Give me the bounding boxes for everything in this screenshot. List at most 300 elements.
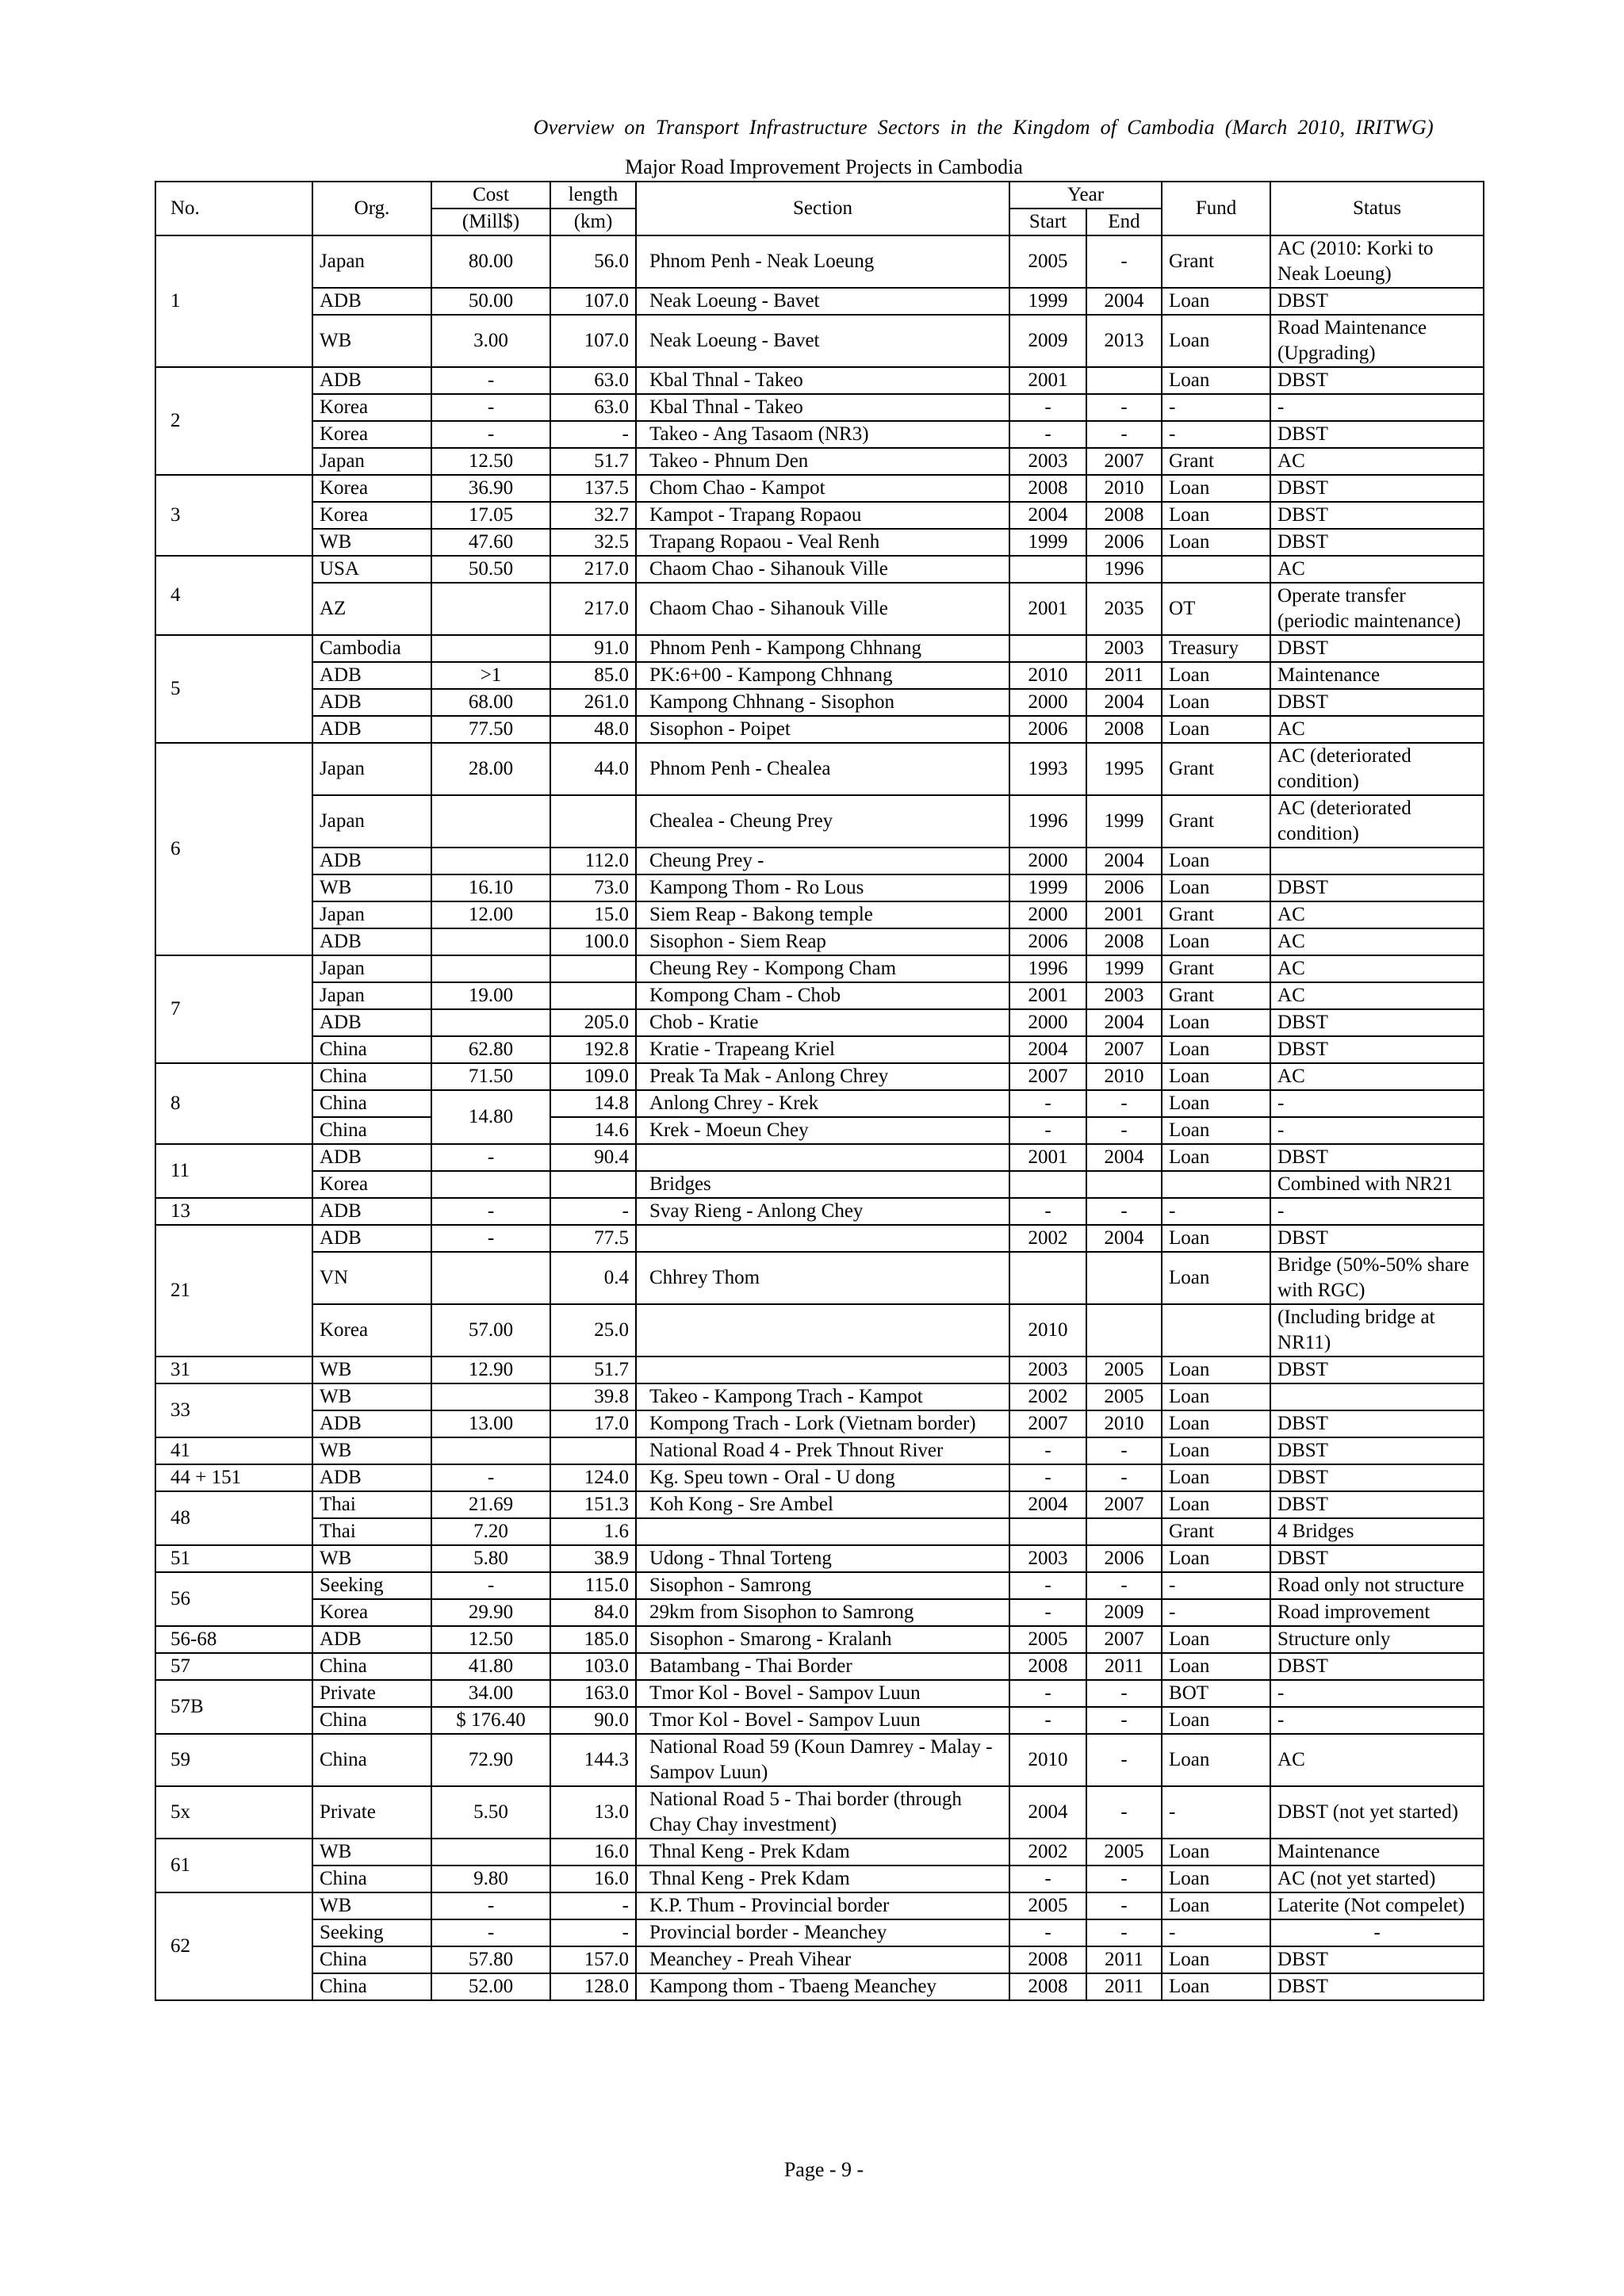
fund-cell: Grant [1162,743,1270,795]
length-cell: 38.9 [550,1545,636,1572]
cost-cell: 72.90 [431,1734,550,1786]
cost-cell: 36.90 [431,475,550,502]
length-cell: 44.0 [550,743,636,795]
cost-cell: 21.69 [431,1491,550,1518]
cost-cell: 12.90 [431,1357,550,1383]
length-cell: 48.0 [550,716,636,743]
fund-cell: - [1162,421,1270,448]
table-row [155,475,1484,502]
org-cell: Thai [312,1491,431,1518]
table-row [155,288,1484,315]
start-year-cell: 2000 [1009,1009,1086,1036]
status-cell: AC [1270,556,1484,583]
section-cell: Phnom Penh - Chealea [636,743,1009,795]
length-cell [550,1171,636,1198]
fund-cell: Grant [1162,955,1270,982]
road-number-cell: 61 [155,1839,312,1892]
length-cell: 128.0 [550,1973,636,2000]
org-cell: China [312,1036,431,1063]
table-row [155,1518,1484,1545]
org-cell: VN [312,1252,431,1304]
org-cell: Korea [312,1304,431,1357]
section-cell: Takeo - Phnum Den [636,448,1009,475]
fund-cell: Loan [1162,1036,1270,1063]
start-year-cell: 2000 [1009,901,1086,928]
end-year-cell: 1996 [1086,556,1162,583]
status-cell: DBST (not yet started) [1270,1786,1484,1839]
start-year-cell: - [1009,1707,1086,1734]
start-year-cell: - [1009,1866,1086,1892]
org-cell: ADB [312,367,431,394]
col-cost-header: Cost [431,182,550,209]
end-year-cell [1086,367,1162,394]
section-cell: Kampot - Trapang Ropaou [636,502,1009,529]
table-header [155,182,1484,235]
cost-cell: - [431,1225,550,1252]
org-cell: Thai [312,1518,431,1545]
org-cell: WB [312,1545,431,1572]
fund-cell: - [1162,1599,1270,1626]
cost-cell: 13.00 [431,1410,550,1437]
cost-cell [431,928,550,955]
end-year-cell: 2010 [1086,1063,1162,1090]
start-year-cell: 2008 [1009,1946,1086,1973]
table-row [155,1545,1484,1572]
table-row [155,1036,1484,1063]
road-number-cell: 11 [155,1144,312,1198]
end-year-cell [1086,1518,1162,1545]
cost-cell: 5.50 [431,1786,550,1839]
cost-cell: 29.90 [431,1599,550,1626]
status-cell: (Including bridge at NR11) [1270,1304,1484,1357]
table-row [155,315,1484,367]
fund-cell: Loan [1162,288,1270,315]
org-cell: USA [312,556,431,583]
fund-cell: Loan [1162,1545,1270,1572]
table-row [155,1626,1484,1653]
table-row [155,689,1484,716]
fund-cell: - [1162,1572,1270,1599]
end-year-cell: 2010 [1086,1410,1162,1437]
start-year-cell [1009,556,1086,583]
table-row [155,1734,1484,1786]
org-cell: WB [312,1383,431,1410]
end-year-cell: 2005 [1086,1383,1162,1410]
section-cell: Siem Reap - Bakong temple [636,901,1009,928]
col-org-header: Org. [312,182,431,235]
cost-cell: - [431,1198,550,1225]
start-year-cell: - [1009,421,1086,448]
end-year-cell: 2011 [1086,1973,1162,2000]
length-cell: 1.6 [550,1518,636,1545]
fund-cell: Loan [1162,1626,1270,1653]
col-year-header: Year [1009,182,1162,209]
org-cell: ADB [312,1410,431,1437]
org-cell: Korea [312,1599,431,1626]
fund-cell [1162,1304,1270,1357]
status-cell: DBST [1270,288,1484,315]
cost-cell [431,1171,550,1198]
org-cell: Private [312,1786,431,1839]
table-row [155,235,1484,288]
cost-cell: 7.20 [431,1518,550,1545]
table-row [155,1946,1484,1973]
length-cell: 261.0 [550,689,636,716]
section-cell [636,1144,1009,1171]
fund-cell: Grant [1162,448,1270,475]
end-year-cell: - [1086,394,1162,421]
table-row [155,1198,1484,1225]
fund-cell: Loan [1162,1973,1270,2000]
org-cell: China [312,1946,431,1973]
org-cell: China [312,1866,431,1892]
end-year-cell [1086,1252,1162,1304]
cost-cell [431,1252,550,1304]
org-cell: WB [312,1839,431,1866]
end-year-cell: 2011 [1086,1653,1162,1680]
status-cell: - [1270,1090,1484,1117]
cost-cell: 34.00 [431,1680,550,1707]
section-cell: Kbal Thnal - Takeo [636,394,1009,421]
fund-cell: Loan [1162,1009,1270,1036]
end-year-cell: - [1086,1464,1162,1491]
org-cell: WB [312,1892,431,1919]
start-year-cell: 2004 [1009,502,1086,529]
section-cell: Kompong Trach - Lork (Vietnam border) [636,1410,1009,1437]
end-year-cell: 2008 [1086,502,1162,529]
table-row [155,1009,1484,1036]
length-cell: 205.0 [550,1009,636,1036]
section-cell [636,1518,1009,1545]
start-year-cell: 2002 [1009,1225,1086,1252]
length-cell: - [550,421,636,448]
col-fund-header: Fund [1162,182,1270,235]
end-year-cell: 2004 [1086,1144,1162,1171]
length-cell: 151.3 [550,1491,636,1518]
status-cell: Bridge (50%-50% share with RGC) [1270,1252,1484,1304]
table-body [155,235,1484,2000]
road-number-cell: 1 [155,235,312,367]
end-year-cell: 2008 [1086,716,1162,743]
status-cell: Road Maintenance (Upgrading) [1270,315,1484,367]
section-cell: Kratie - Trapeang Kriel [636,1036,1009,1063]
cost-cell: 12.50 [431,1626,550,1653]
length-cell: 90.4 [550,1144,636,1171]
status-cell: DBST [1270,529,1484,556]
section-cell: National Road 5 - Thai border (through Chay Chay investment) [636,1786,1009,1839]
table-row [155,1839,1484,1866]
section-cell: Trapang Ropaou - Veal Renh [636,529,1009,556]
fund-cell: Loan [1162,689,1270,716]
table-row [155,662,1484,689]
org-cell: ADB [312,848,431,874]
fund-cell: Loan [1162,1866,1270,1892]
table-row [155,1892,1484,1919]
length-cell: 185.0 [550,1626,636,1653]
status-cell: - [1270,1117,1484,1144]
status-cell: DBST [1270,1973,1484,2000]
length-cell: 124.0 [550,1464,636,1491]
col-length-header: length [550,182,636,209]
org-cell: WB [312,874,431,901]
end-year-cell: 2006 [1086,1545,1162,1572]
fund-cell: Loan [1162,1144,1270,1171]
status-cell: Structure only [1270,1626,1484,1653]
end-year-cell: 2007 [1086,1036,1162,1063]
start-year-cell: 2007 [1009,1410,1086,1437]
road-number-cell: 6 [155,743,312,955]
org-cell: Japan [312,235,431,288]
road-number-cell: 8 [155,1063,312,1144]
cost-cell: - [431,1892,550,1919]
cost-cell: 3.00 [431,315,550,367]
status-cell [1270,848,1484,874]
fund-cell: Loan [1162,1383,1270,1410]
table-row [155,982,1484,1009]
cost-cell [431,1009,550,1036]
fund-cell: Loan [1162,1707,1270,1734]
org-cell: Japan [312,982,431,1009]
end-year-cell: - [1086,1919,1162,1946]
fund-cell: Loan [1162,367,1270,394]
length-cell: 107.0 [550,288,636,315]
section-cell: Kg. Speu town - Oral - U dong [636,1464,1009,1491]
fund-cell: Loan [1162,1063,1270,1090]
road-number-cell: 57 [155,1653,312,1680]
section-cell: Kampong Chhnang - Sisophon [636,689,1009,716]
section-cell: Sisophon - Smarong - Kralanh [636,1626,1009,1653]
length-cell: 163.0 [550,1680,636,1707]
length-cell: 100.0 [550,928,636,955]
table-row [155,1357,1484,1383]
org-cell: ADB [312,1009,431,1036]
start-year-cell: 2003 [1009,1545,1086,1572]
org-cell: ADB [312,1464,431,1491]
length-cell: 109.0 [550,1063,636,1090]
status-cell: DBST [1270,1464,1484,1491]
section-cell: Provincial border - Meanchey [636,1919,1009,1946]
start-year-cell: 1993 [1009,743,1086,795]
end-year-cell: - [1086,421,1162,448]
table-row [155,1117,1484,1144]
start-year-cell [1009,635,1086,662]
table-row [155,448,1484,475]
end-year-cell: 2004 [1086,848,1162,874]
road-number-cell: 56-68 [155,1626,312,1653]
org-cell: China [312,1973,431,2000]
section-cell: Krek - Moeun Chey [636,1117,1009,1144]
fund-cell: Loan [1162,1090,1270,1117]
road-number-cell: 41 [155,1437,312,1464]
end-year-cell: - [1086,1117,1162,1144]
road-number-cell: 13 [155,1198,312,1225]
status-cell: DBST [1270,367,1484,394]
start-year-cell: 2008 [1009,1653,1086,1680]
status-cell: Road improvement [1270,1599,1484,1626]
start-year-cell: - [1009,1090,1086,1117]
fund-cell: Loan [1162,874,1270,901]
status-cell: DBST [1270,1036,1484,1063]
org-cell: China [312,1117,431,1144]
table-row [155,1304,1484,1357]
status-cell [1270,1383,1484,1410]
status-cell: AC [1270,901,1484,928]
section-cell: Meanchey - Preah Vihear [636,1946,1009,1973]
length-cell: 91.0 [550,635,636,662]
org-cell: China [312,1707,431,1734]
section-cell: Neak Loeung - Bavet [636,315,1009,367]
section-cell: Tmor Kol - Bovel - Sampov Luun [636,1680,1009,1707]
status-cell: DBST [1270,635,1484,662]
projects-table-container [155,181,1483,2001]
length-cell: - [550,1919,636,1946]
table-row [155,1599,1484,1626]
fund-cell: Loan [1162,315,1270,367]
status-cell: DBST [1270,1410,1484,1437]
end-year-cell [1086,1171,1162,1198]
cost-cell: 52.00 [431,1973,550,2000]
section-cell: Chhrey Thom [636,1252,1009,1304]
length-cell: 90.0 [550,1707,636,1734]
table-row [155,367,1484,394]
cost-cell [431,955,550,982]
status-cell: Combined with NR21 [1270,1171,1484,1198]
org-cell: Korea [312,1171,431,1198]
end-year-cell: 2011 [1086,662,1162,689]
start-year-cell [1009,1518,1086,1545]
table-row [155,743,1484,795]
start-year-cell: 2000 [1009,689,1086,716]
org-cell: Japan [312,743,431,795]
cost-cell: 14.80 [431,1090,550,1144]
cost-cell: 19.00 [431,982,550,1009]
status-cell: - [1270,1707,1484,1734]
end-year-cell: - [1086,1866,1162,1892]
start-year-cell: 2002 [1009,1839,1086,1866]
status-cell: AC [1270,955,1484,982]
start-year-cell: 2006 [1009,716,1086,743]
table-row [155,502,1484,529]
org-cell: AZ [312,583,431,635]
end-year-cell: 2008 [1086,928,1162,955]
section-cell: Neak Loeung - Bavet [636,288,1009,315]
section-cell: Sisophon - Poipet [636,716,1009,743]
length-cell: 15.0 [550,901,636,928]
length-cell: 115.0 [550,1572,636,1599]
status-cell: Operate transfer (periodic maintenance) [1270,583,1484,635]
section-cell: Phnom Penh - Neak Loeung [636,235,1009,288]
fund-cell: Loan [1162,848,1270,874]
section-cell: Kompong Cham - Chob [636,982,1009,1009]
start-year-cell: - [1009,1464,1086,1491]
road-number-cell: 5 [155,635,312,743]
status-cell: AC [1270,716,1484,743]
table-row [155,421,1484,448]
end-year-cell: - [1086,1892,1162,1919]
start-year-cell: 2008 [1009,475,1086,502]
fund-cell: Loan [1162,1734,1270,1786]
end-year-cell: 2004 [1086,288,1162,315]
col-status-header: Status [1270,182,1484,235]
status-cell: DBST [1270,502,1484,529]
cost-cell [431,635,550,662]
section-cell: Kampong Thom - Ro Lous [636,874,1009,901]
org-cell: ADB [312,662,431,689]
end-year-cell: - [1086,1707,1162,1734]
table-row [155,1090,1484,1117]
end-year-cell: 2011 [1086,1946,1162,1973]
length-cell: 157.0 [550,1946,636,1973]
fund-cell: - [1162,1198,1270,1225]
end-year-cell: 2005 [1086,1357,1162,1383]
fund-cell: Loan [1162,1653,1270,1680]
status-cell: AC [1270,1063,1484,1090]
projects-table [155,181,1484,2001]
org-cell: Japan [312,448,431,475]
fund-cell: Grant [1162,1518,1270,1545]
status-cell: Laterite (Not compelet) [1270,1892,1484,1919]
section-cell: Tmor Kol - Bovel - Sampov Luun [636,1707,1009,1734]
table-row [155,1144,1484,1171]
status-cell: DBST [1270,1653,1484,1680]
end-year-cell: 2007 [1086,1626,1162,1653]
length-cell [550,1437,636,1464]
end-year-cell: 1999 [1086,955,1162,982]
section-cell: Kampong thom - Tbaeng Meanchey [636,1973,1009,2000]
start-year-cell: 2001 [1009,583,1086,635]
cost-cell: 62.80 [431,1036,550,1063]
length-cell: 137.5 [550,475,636,502]
table-row [155,928,1484,955]
fund-cell: Loan [1162,529,1270,556]
length-cell: - [550,1892,636,1919]
start-year-cell: - [1009,1599,1086,1626]
end-year-cell: 2003 [1086,982,1162,1009]
end-year-cell: - [1086,1786,1162,1839]
start-year-cell: 2005 [1009,235,1086,288]
fund-cell: Grant [1162,901,1270,928]
end-year-cell: 2006 [1086,874,1162,901]
end-year-cell: 2013 [1086,315,1162,367]
cost-cell: 57.80 [431,1946,550,1973]
length-cell [550,955,636,982]
road-number-cell: 33 [155,1383,312,1437]
cost-cell [431,1839,550,1866]
section-cell: Anlong Chrey - Krek [636,1090,1009,1117]
length-cell: 51.7 [550,1357,636,1383]
status-cell: Maintenance [1270,1839,1484,1866]
fund-cell: - [1162,1786,1270,1839]
start-year-cell: 2001 [1009,367,1086,394]
length-cell [550,795,636,848]
cost-cell: 16.10 [431,874,550,901]
section-cell: Koh Kong - Sre Ambel [636,1491,1009,1518]
end-year-cell: 2004 [1086,1225,1162,1252]
table-row [155,1973,1484,2000]
status-cell: - [1270,1919,1484,1946]
org-cell: WB [312,1357,431,1383]
cost-cell: 68.00 [431,689,550,716]
road-number-cell: 48 [155,1491,312,1545]
end-year-cell: - [1086,235,1162,288]
org-cell: ADB [312,716,431,743]
col-end-header: End [1086,209,1162,235]
table-row [155,1252,1484,1304]
start-year-cell: 2008 [1009,1973,1086,2000]
length-cell [550,982,636,1009]
table-row [155,635,1484,662]
length-cell: 112.0 [550,848,636,874]
